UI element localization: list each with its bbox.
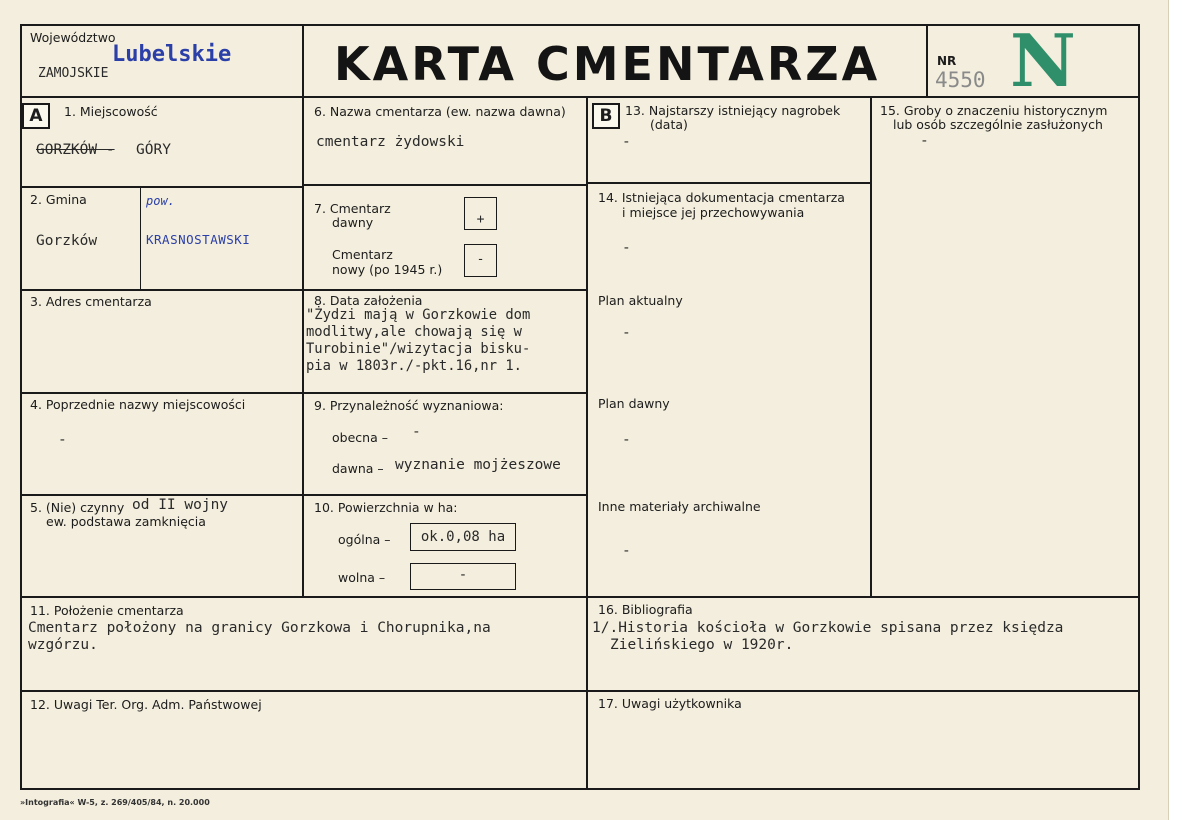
section-b-box: B	[592, 103, 620, 129]
f10-ogolna-value: ok.0,08 ha	[420, 529, 506, 545]
f14-label-2: i miejsce jej przechowywania	[622, 205, 805, 220]
f15-label-1: 15. Groby o znaczeniu historycznym	[880, 103, 1108, 118]
vline-1	[302, 24, 304, 596]
divider-header	[20, 96, 1140, 98]
f8-line-3: Turobinie"/wizytacja bisku-	[306, 341, 531, 357]
f6-value: cmentarz żydowski	[316, 134, 465, 150]
f10-ogolna-box	[410, 523, 516, 551]
f8-line-2: modlitwy,ale chowają się w	[306, 324, 522, 340]
f12-label: 12. Uwagi Ter. Org. Adm. Państwowej	[30, 697, 262, 712]
f9-dawna-value: wyznanie mojżeszowe	[395, 457, 561, 473]
f13-label-2: (data)	[650, 117, 688, 132]
nr-value: 4550	[935, 68, 986, 92]
f7-nowy-label-2: nowy (po 1945 r.)	[332, 262, 443, 277]
divider-m2	[304, 289, 588, 291]
f16-label: 16. Bibliografia	[598, 602, 693, 617]
f9-dawna-label: dawna –	[332, 461, 384, 476]
f11-line-1: Cmentarz położony na granicy Gorzkowa i Chorupnika,na	[28, 620, 491, 636]
f2-pow-value: KRASNOSTAWSKI	[146, 232, 251, 247]
divider-b1	[588, 182, 872, 184]
f16-line-2: Zielińskiego w 1920r.	[610, 637, 794, 653]
f1-value: GÓRY	[136, 142, 171, 158]
f11-label: 11. Położenie cmentarza	[30, 603, 184, 618]
nr-label: NR	[937, 54, 957, 68]
f1-label: 1. Miejscowość	[64, 104, 158, 119]
f2-value: Gorzków	[36, 233, 98, 249]
f7-nowy-label-1: Cmentarz	[332, 247, 393, 262]
f14-value: -	[622, 240, 631, 256]
printer-imprint: »Intografia« W-5, z. 269/405/84, n. 20.000	[20, 798, 210, 807]
divider-m4	[304, 494, 588, 496]
f10-wolna-box	[410, 563, 516, 590]
f16-line-1: 1/.Historia kościoła w Gorzkowie spisana przez księdza	[592, 620, 1064, 636]
section-a-box: A	[22, 103, 50, 129]
f8-label: 8. Data założenia	[314, 293, 423, 308]
f13-label-1: 13. Najstarszy istniejący nagrobek	[625, 103, 841, 118]
divider-a4	[20, 494, 304, 496]
f9-label: 9. Przynależność wyznaniowa:	[314, 398, 504, 413]
plan-dawny-label: Plan dawny	[598, 396, 670, 411]
f6-label: 6. Nazwa cmentarza (ew. nazwa dawna)	[314, 104, 566, 119]
f14-label-1: 14. Istniejąca dokumentacja cmentarza	[598, 190, 845, 205]
inne-value: -	[622, 543, 631, 559]
f17-label: 17. Uwagi użytkownika	[598, 696, 742, 711]
f10-label: 10. Powierzchnia w ha:	[314, 500, 458, 515]
f10-wolna-value: -	[458, 567, 468, 583]
divider-a2	[20, 289, 304, 291]
f7-dawny-label-2: dawny	[332, 215, 374, 230]
f5-label-a: 5. (Nie) czynny	[30, 500, 125, 515]
f9-obecna-label: obecna –	[332, 430, 388, 445]
f13-value: -	[622, 134, 631, 150]
plan-aktualny-value: -	[622, 325, 631, 341]
f7-nowy-box	[464, 244, 497, 277]
divider-lower-1	[20, 596, 1140, 598]
vline-2	[586, 96, 588, 790]
divider-lower-2	[20, 690, 1140, 692]
page-title: KARTA CMENTARZA	[334, 37, 881, 91]
f5-value: od II wojny	[132, 497, 229, 513]
wojewodztwo-old: ZAMOJSKIE	[38, 66, 109, 81]
f15-label-2: lub osób szczególnie zasłużonych	[893, 117, 1103, 132]
vline-3	[870, 96, 872, 596]
f10-ogolna-label: ogólna –	[338, 532, 391, 547]
f1-struck-value: GORZKÓW -	[36, 142, 115, 158]
f7-dawny-box	[464, 197, 497, 230]
f2-pow-label: pow.	[146, 194, 175, 208]
vline-gmina	[140, 186, 141, 289]
wojewodztwo-label: Województwo	[30, 30, 116, 45]
green-mark: N	[1010, 18, 1076, 103]
f7-nowy-value: -	[476, 252, 485, 267]
f11-line-2: wzgórzu.	[28, 637, 98, 653]
divider-a3	[20, 392, 304, 394]
wojewodztwo-value: Lubelskie	[112, 42, 232, 67]
divider-m3	[304, 392, 588, 394]
plan-aktualny-label: Plan aktualny	[598, 293, 683, 308]
plan-dawny-value: -	[622, 432, 631, 448]
f7-dawny-value: +	[476, 212, 485, 227]
f15-value: -	[920, 133, 929, 149]
f5-label-b: ew. podstawa zamknięcia	[46, 514, 206, 529]
divider-a1	[20, 186, 304, 188]
divider-m1	[304, 184, 588, 186]
f8-line-4: pia w 1803r./-pkt.16,nr 1.	[306, 358, 522, 374]
f3-label: 3. Adres cmentarza	[30, 294, 152, 309]
f4-value: -	[58, 432, 67, 448]
f4-label: 4. Poprzednie nazwy miejscowości	[30, 397, 246, 412]
inne-label: Inne materiały archiwalne	[598, 499, 761, 514]
f7-dawny-label-1: 7. Cmentarz	[314, 201, 391, 216]
vline-nr	[926, 24, 928, 96]
f2-label: 2. Gmina	[30, 192, 87, 207]
f9-obecna-value: -	[412, 424, 421, 440]
f8-line-1: "Żydzi mają w Gorzkowie dom	[306, 307, 531, 323]
f10-wolna-label: wolna –	[338, 570, 386, 585]
